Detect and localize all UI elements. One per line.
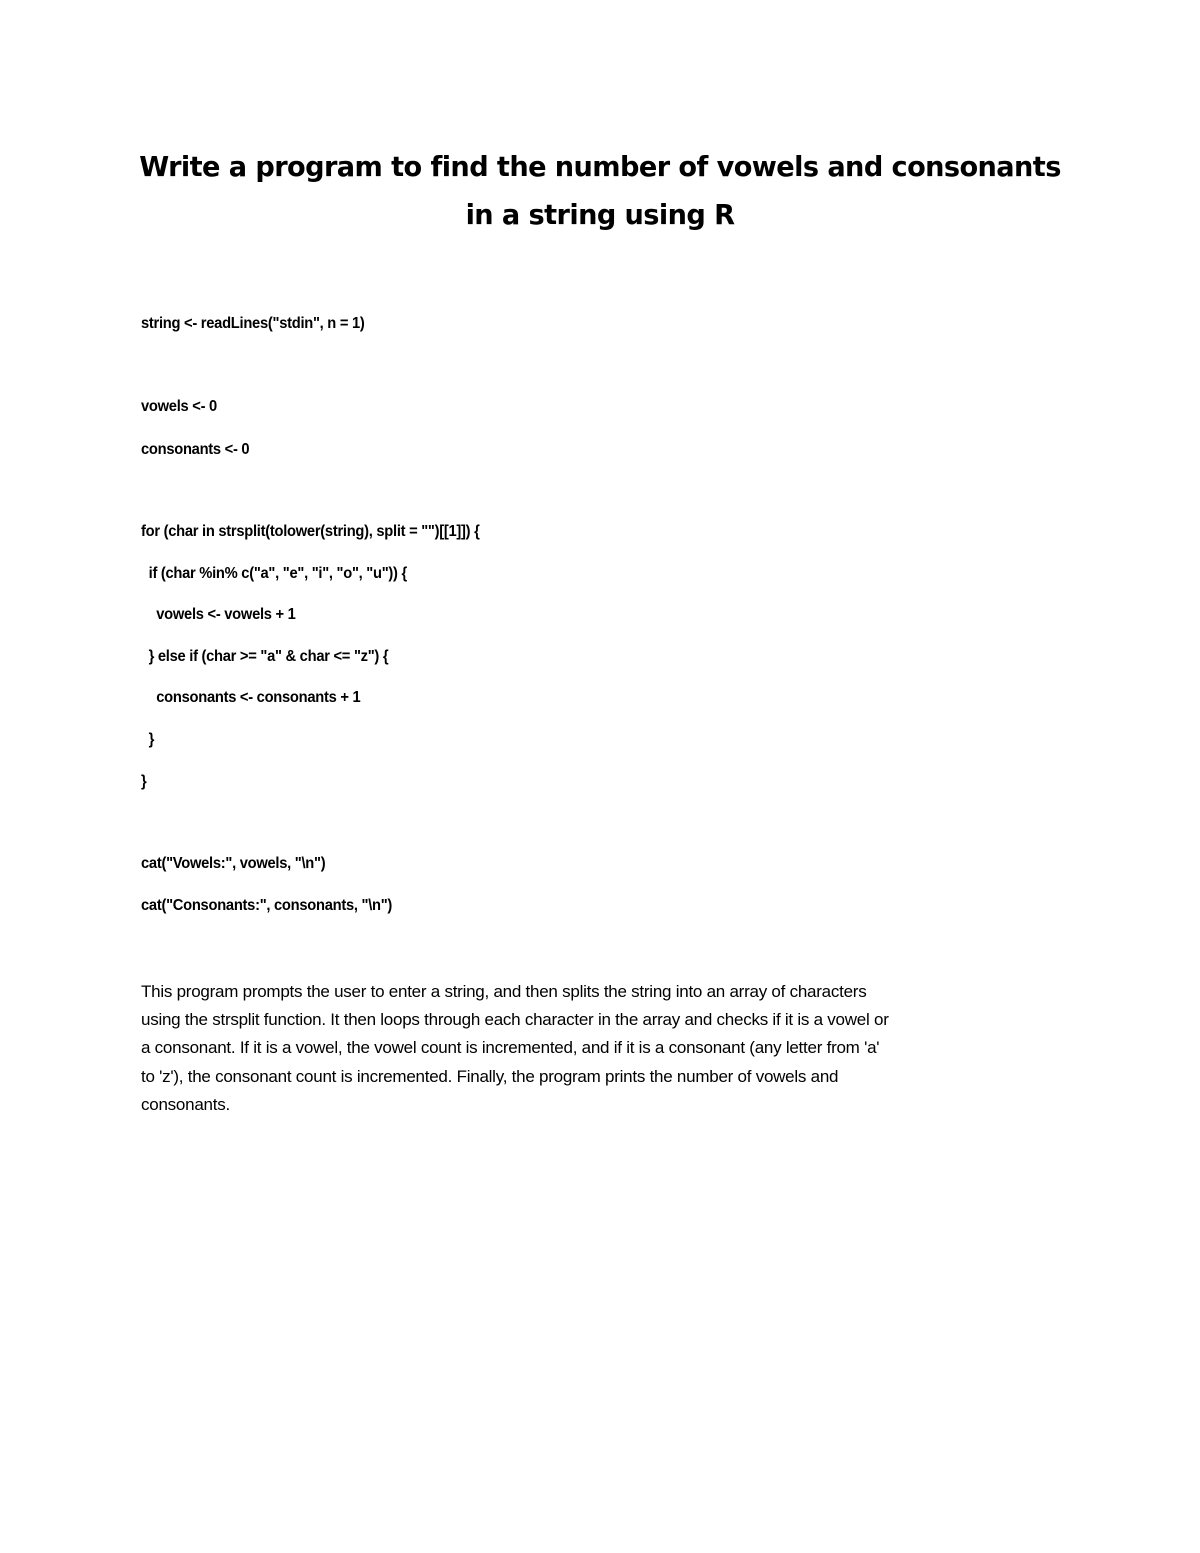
code-line: } else if (char >= "a" & char <= "z") { xyxy=(141,648,389,665)
paragraph-line: to 'z'), the consonant count is incremented. Finally, the program prints the number of vowels and xyxy=(141,1066,839,1086)
code-line: consonants <- consonants + 1 xyxy=(141,689,361,706)
explanation-paragraph xyxy=(141,978,1061,1119)
title-line-2: in a string using R xyxy=(465,198,735,231)
code-line: consonants <- 0 xyxy=(141,441,250,458)
paragraph-line: This program prompts the user to enter a string, and then splits the string into an array of characters xyxy=(141,982,867,1001)
title-line-1: Write a program to find the number of vowels and consonants xyxy=(139,150,1061,183)
paragraph-line: consonants. xyxy=(141,1094,230,1114)
code-line: string <- readLines("stdin", n = 1) xyxy=(141,315,365,332)
code-line: } xyxy=(141,731,155,748)
code-line: cat("Vowels:", vowels, "\n") xyxy=(141,855,326,872)
page-title xyxy=(115,143,1085,239)
paragraph-line: using the strsplit function. It then loops through each character in the array and checks if it is a vowel or xyxy=(141,1010,889,1030)
code-line: } xyxy=(141,773,147,790)
code-line: vowels <- vowels + 1 xyxy=(141,606,296,623)
paragraph-line: a consonant. If it is a vowel, the vowel count is incremented, and if it is a consonant (any letter from 'a' xyxy=(141,1038,880,1058)
code-line: cat("Consonants:", consonants, "\n") xyxy=(141,897,393,914)
code-line: vowels <- 0 xyxy=(141,398,217,415)
code-line: for (char in strsplit(tolower(string), split = "")[[1]]) { xyxy=(141,523,480,540)
code-line: if (char %in% c("a", "e", "i", "o", "u")) { xyxy=(141,565,407,582)
